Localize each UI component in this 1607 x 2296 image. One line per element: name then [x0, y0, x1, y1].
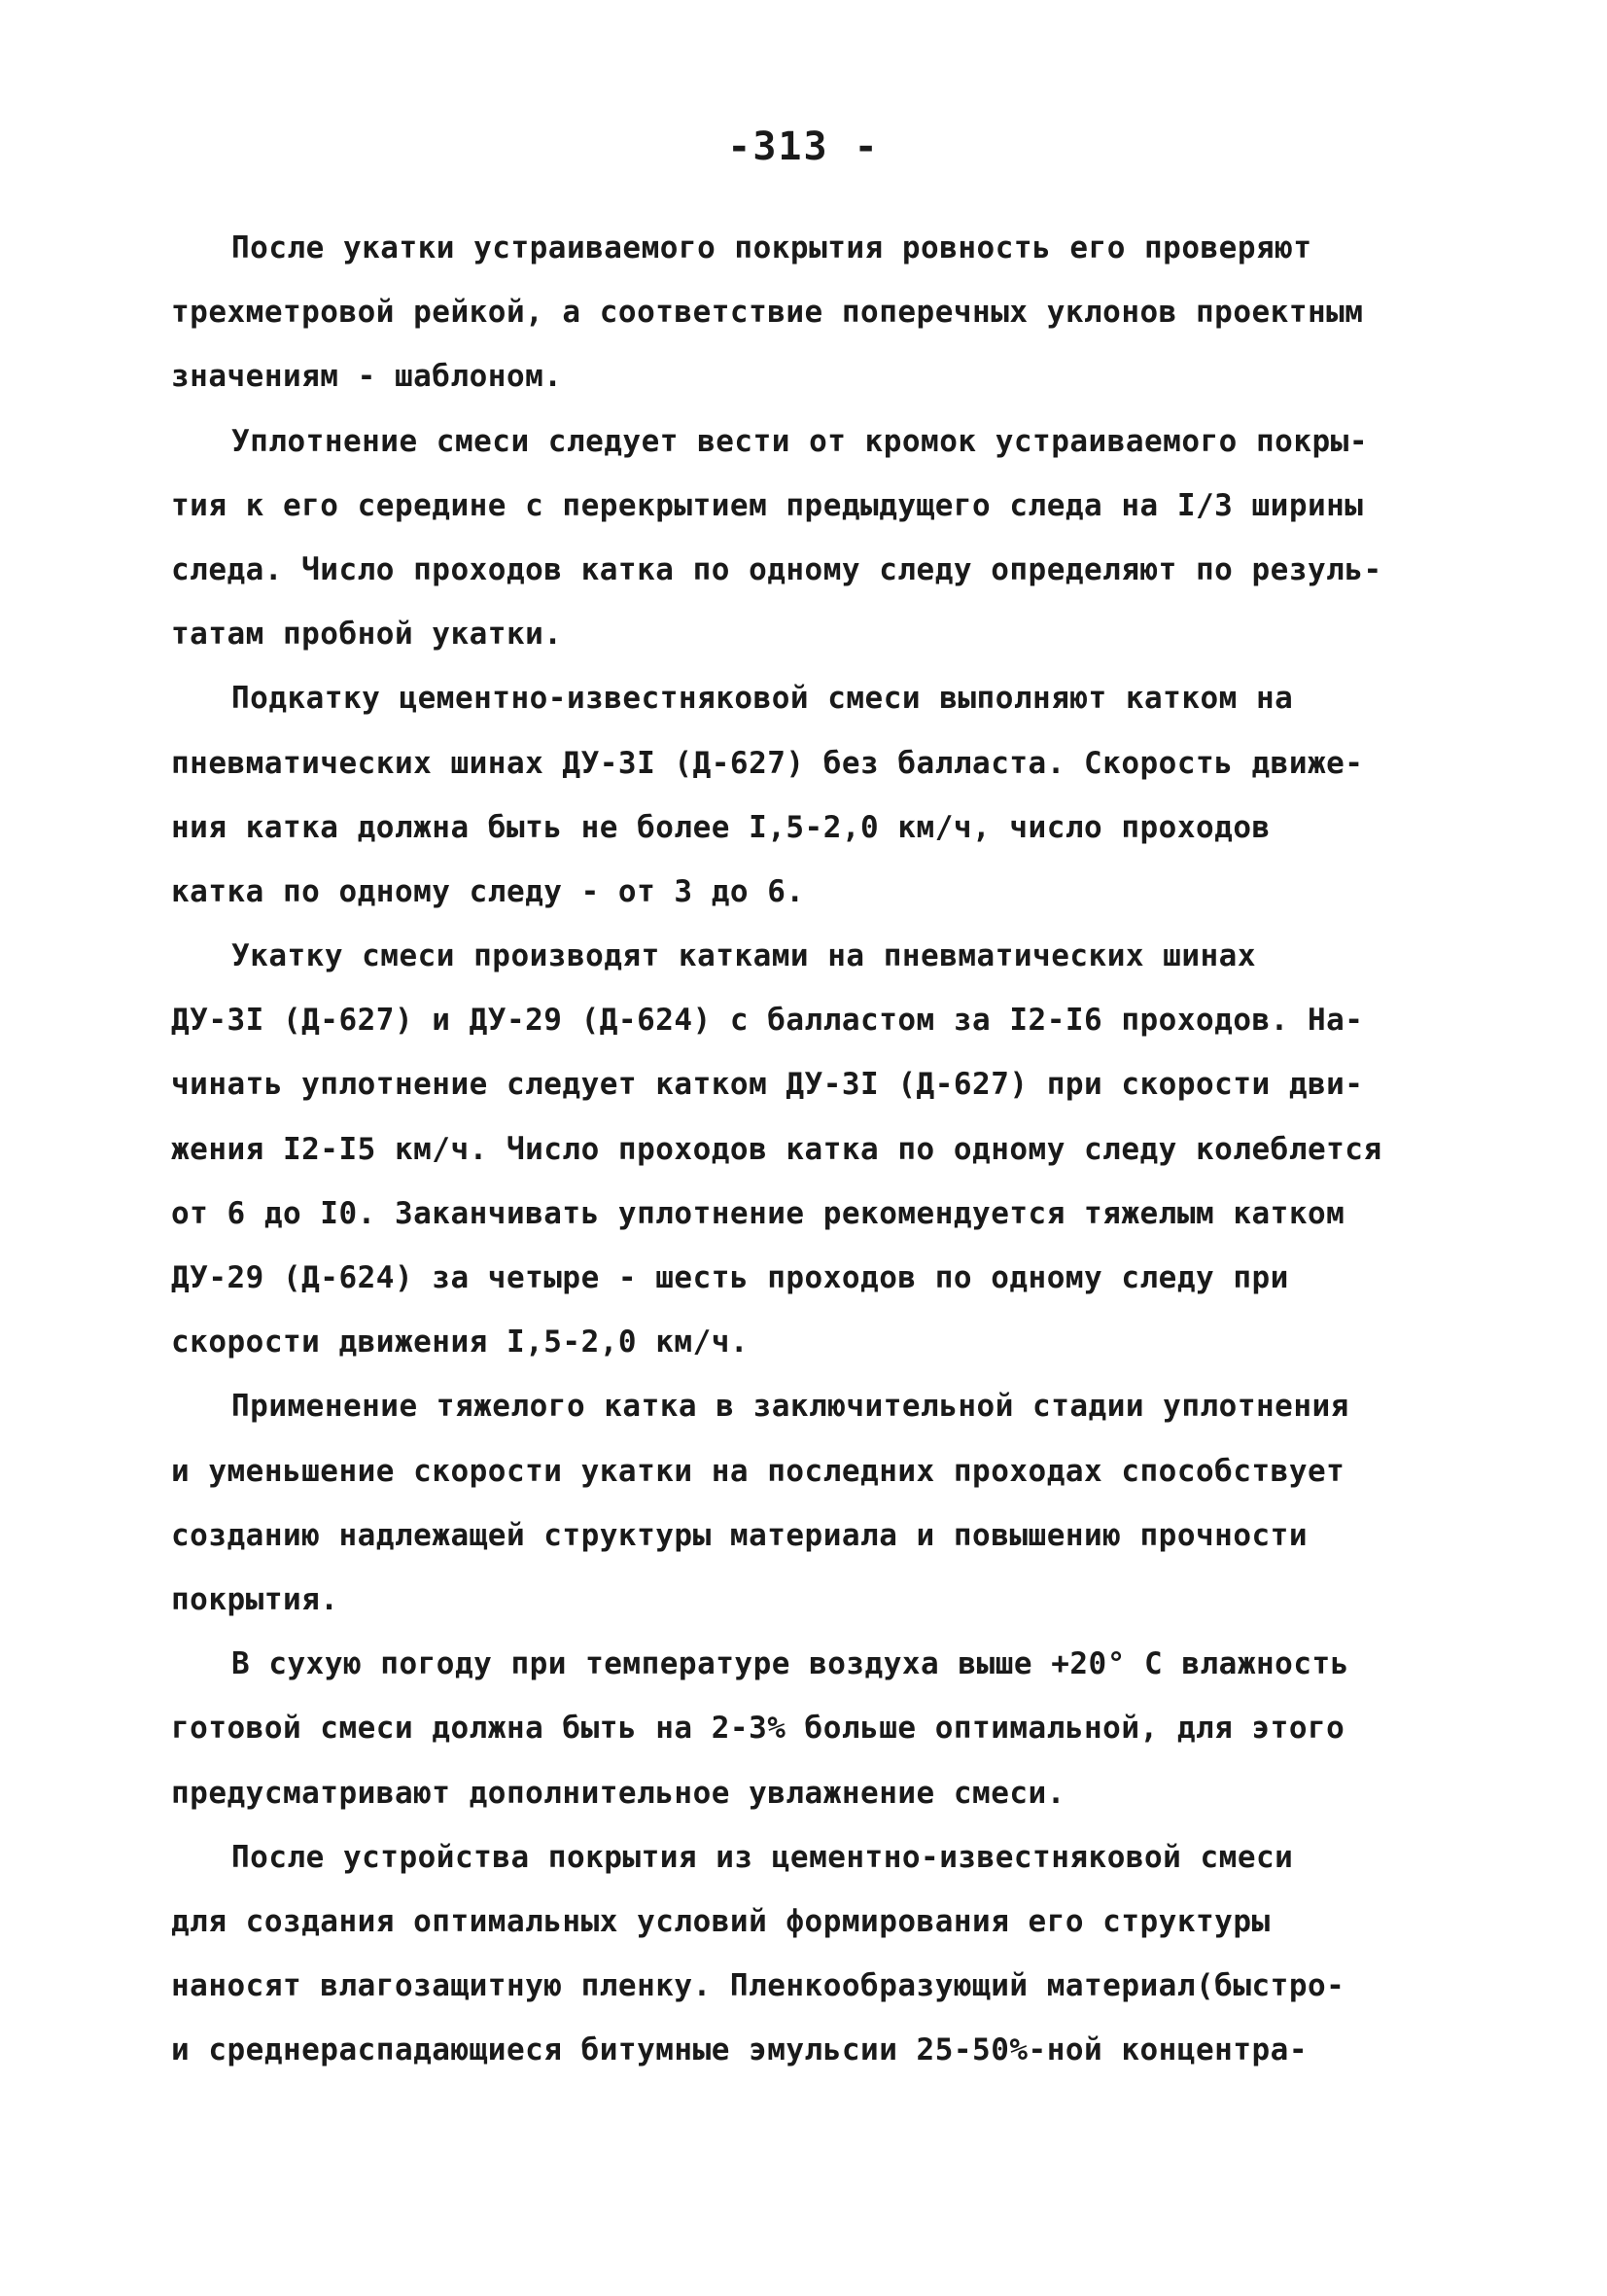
text-line: Укатку смеси производят катками на пневматических шинах: [231, 938, 1256, 974]
text-line: наносят влагозащитную пленку. Пленкообразующий материал(быстро-: [171, 1968, 1345, 2004]
text-line: После укатки устраиваемого покрытия ровность его проверяют: [231, 230, 1312, 265]
text-line: ДУ-29 (Д-624) за четыре - шесть проходов по одному следу при: [171, 1260, 1289, 1295]
text-line: чинать уплотнение следует катком ДУ-3I (Д-627) при скорости дви-: [171, 1067, 1364, 1103]
text-line: катка по одному следу - от 3 до 6.: [171, 873, 805, 909]
text-line: Применение тяжелого катка в заключительной стадии уплотнения: [231, 1389, 1349, 1425]
text-line: Подкатку цементно-известняковой смеси выполняют катком на: [231, 681, 1294, 717]
text-line: следа. Число проходов катка по одному следу определяют по резуль-: [171, 551, 1382, 587]
text-line: трехметровой рейкой, а соответствие поперечных уклонов проектным: [171, 295, 1364, 331]
text-line: После устройства покрытия из цементно-известняковой смеси: [231, 1839, 1294, 1875]
body-text: [171, 216, 1435, 2082]
text-line: татам пробной укатки.: [171, 617, 563, 653]
text-line: и среднераспадающиеся битумные эмульсии 25-50%-ной концентра-: [171, 2032, 1308, 2068]
text-line: тия к его середине с перекрытием предыдущего следа на I/3 ширины: [171, 487, 1364, 523]
text-line: для создания оптимальных условий формирования его структуры: [171, 1903, 1271, 1939]
text-line: от 6 до I0. Заканчивать уплотнение рекомендуется тяжелым катком: [171, 1195, 1345, 1231]
text-line: предусматривают дополнительное увлажнение смеси.: [171, 1775, 1066, 1811]
text-line: готовой смеси должна быть на 2-3% больше оптимальной, для этого: [171, 1711, 1345, 1747]
text-line: скорости движения I,5-2,0 км/ч.: [171, 1325, 750, 1360]
text-line: созданию надлежащей структуры материала и повышению прочности: [171, 1517, 1308, 1553]
text-line: В сухую погоду при температуре воздуха выше +20° С влажность: [231, 1646, 1349, 1682]
text-line: Уплотнение смеси следует вести от кромок устраиваемого покры-: [231, 423, 1368, 459]
text-line: значениям - шаблоном.: [171, 359, 563, 395]
text-line: пневматических шинах ДУ-3I (Д-627) без балласта. Скорость движе-: [171, 745, 1364, 781]
page-number: -313 -: [727, 124, 880, 169]
text-line: и уменьшение скорости укатки на последних проходах способствует: [171, 1453, 1345, 1489]
text-line: покрытия.: [171, 1581, 339, 1617]
text-line: ния катка должна быть не более I,5-2,0 км/ч, число проходов: [171, 809, 1271, 845]
text-line: жения I2-I5 км/ч. Число проходов катка по одному следу колеблется: [171, 1131, 1382, 1167]
text-line: ДУ-3I (Д-627) и ДУ-29 (Д-624) с балластом за I2-I6 проходов. На-: [171, 1003, 1364, 1039]
